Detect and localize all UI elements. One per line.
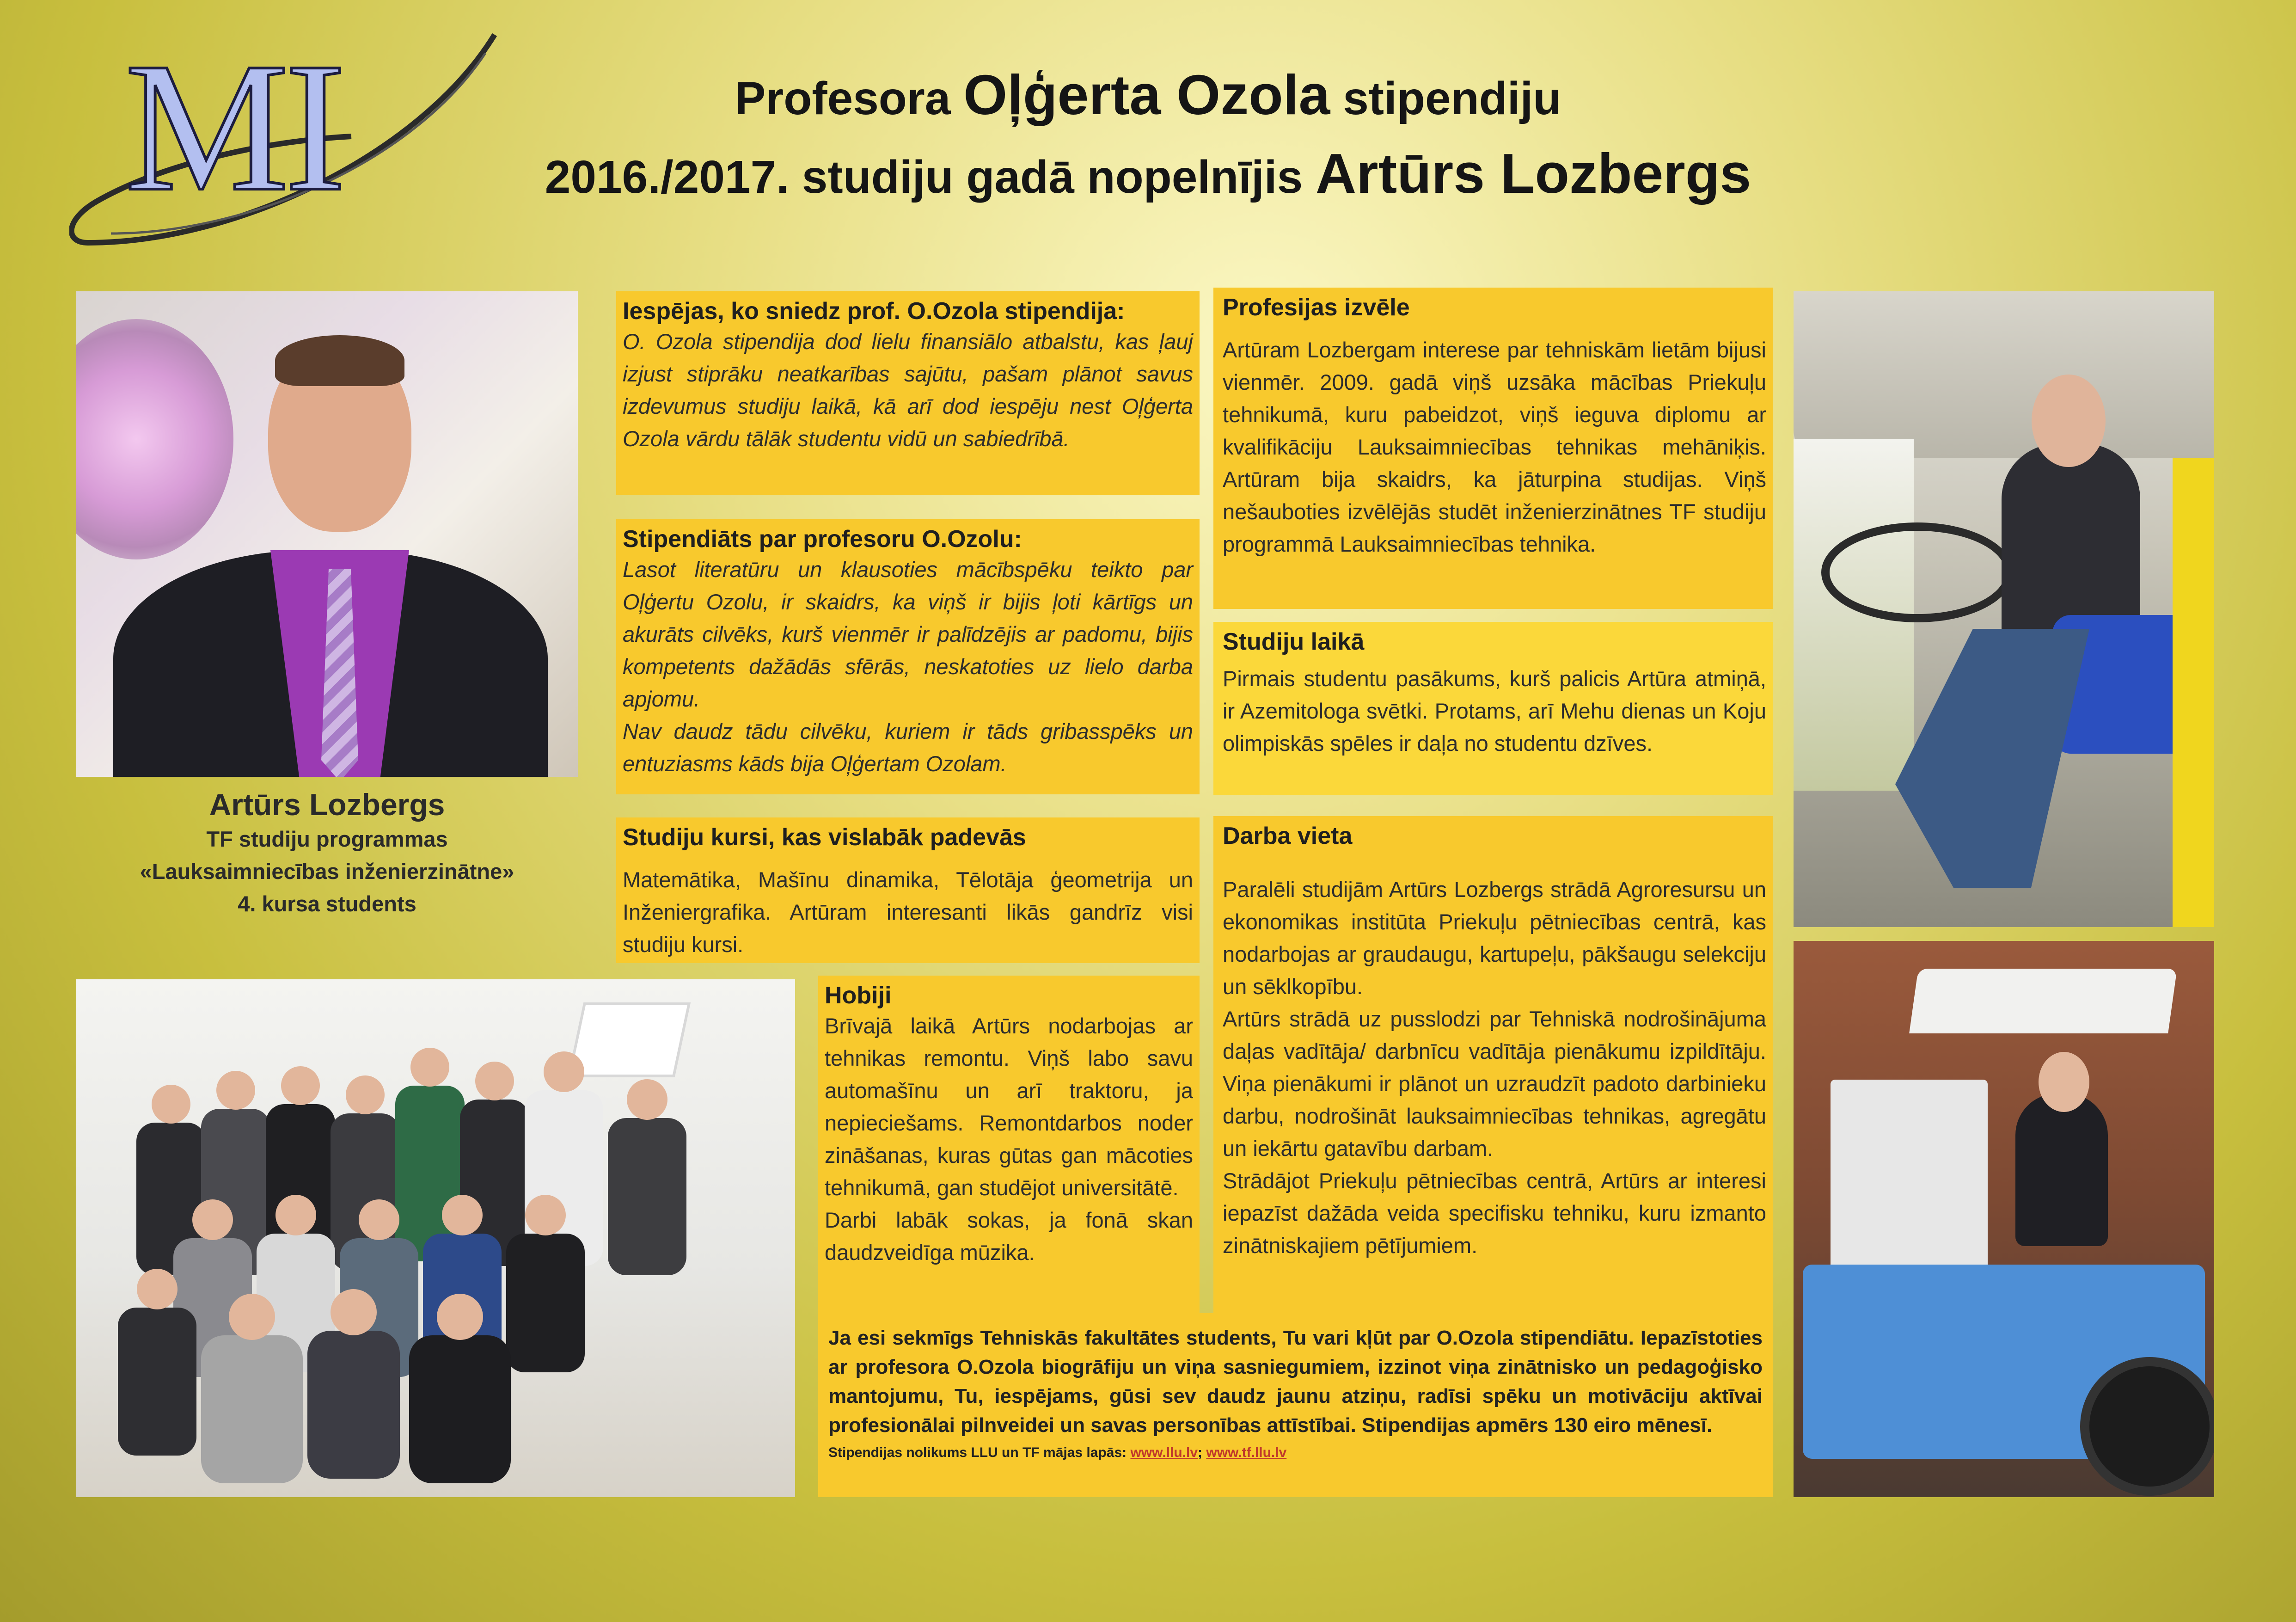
machine-photo <box>1794 941 2214 1497</box>
section-heading: Hobiji <box>825 982 892 1009</box>
section-darba <box>1213 816 1773 1313</box>
tf-llu-link[interactable]: www.tf.llu.lv <box>1206 1445 1287 1460</box>
group-people <box>109 1016 774 1488</box>
person-face <box>2032 375 2106 467</box>
page-title-line-2 <box>0 141 2296 206</box>
footer-text: Ja esi sekmīgs Tehniskās fakultātes students, Tu vari kļūt par O.Ozola stipendiātu. Iepazīstoties ar profesora O.Ozola biogrāfiju un viņa sasniegumiem, izzinot viņa zinātnisko un pedagoģisko mantojumu, Tu, iespējams, gūsi sev daudz jaunu atziņu, radīsi spēku un motivāciju aktīvai profesionālai pilnveidei un savas personības attīstībai. Stipendijas apmērs 130 eiro mēnesī. <box>828 1327 1763 1437</box>
footer-note-sep: ; <box>1198 1445 1206 1460</box>
title-text: Profesora <box>735 73 964 124</box>
steering-wheel <box>1821 522 2014 622</box>
section-body: Darbi labāk sokas, ja fonā skan daudzveidīga mūzika. <box>825 1207 1193 1265</box>
section-heading: Iespējas, ko sniedz prof. O.Ozola stipendija: <box>623 298 1125 325</box>
machine-wheel <box>2080 1357 2214 1496</box>
section-body: Brīvajā laikā Artūrs nodarbojas ar tehnikas remontu. Viņš labo savu automašīnu un arī traktoru, ja nepieciešams. Remontdarbos noder zināšanas, kuras gūtas gan mācoties tehnikumā, gan studējot universitātē. <box>825 1013 1193 1200</box>
portrait-caption <box>76 786 578 920</box>
section-heading: Darba vieta <box>1223 823 1353 849</box>
section-heading: Stipendiāts par profesoru O.Ozolu: <box>623 526 1022 553</box>
section-body: Matemātika, Mašīnu dinamika, Tēlotāja ģeometrija un Inženiergrafika. Artūram interesanti likās gandrīz visi studiju kursi. <box>623 867 1193 957</box>
section-hobiji <box>818 976 1200 1313</box>
person-hair <box>275 335 404 386</box>
section-body: Paralēli studijām Artūrs Lozbergs strādā Agroresursu un ekonomikas institūta Priekuļu pētniecības centrā, kas nodarbojas ar graudaugu, kartupeļu, pākšaugu selekciju un sēklkopību. <box>1223 877 1766 999</box>
section-iespejas <box>616 291 1200 495</box>
section-body: Artūram Lozbergam interese par tehniskām lietām bijusi vienmēr. 2009. gadā viņš uzsāka mācības Priekuļu tehnikumā, kuru pabeidzot, viņš ieguva diplomu ar kvalifikāciju Lauksaimniecības tehnikas mehāniķis. Artūram bija skaidrs, ka jāturpina studijas. Viņš nešauboties izvēlējās studēt inženierzinātnes TF studiju programmā Lauksaimniecības tehnika. <box>1223 337 1766 556</box>
section-studiju-laika <box>1213 622 1773 795</box>
caption-line: 4. kursa students <box>238 891 416 916</box>
flower-decoration <box>76 319 233 559</box>
section-heading: Profesijas izvēle <box>1223 294 1410 321</box>
logo-text: MI <box>125 25 342 229</box>
section-stipendiats <box>616 519 1200 794</box>
group-people-icon <box>109 1016 774 1488</box>
section-kursi <box>616 817 1200 963</box>
section-body: Strādājot Priekuļu pētniecības centrā, Artūrs ar interesi iepazīst dažāda veida specifisku tehniku, kuru izmanto zinātniskajiem pētījumiem. <box>1223 1168 1766 1258</box>
page-title-line-1 <box>0 62 2296 127</box>
group-photo <box>76 979 795 1497</box>
yellow-frame <box>2173 458 2214 927</box>
title-text: stipendiju <box>1330 73 1561 124</box>
title-name: Oļģerta Ozola <box>963 63 1330 126</box>
portrait-photo <box>76 291 578 777</box>
student-name: Artūrs Lozbergs <box>209 787 445 822</box>
combine-cabin-photo <box>1794 291 2214 927</box>
cabin-roof <box>1794 291 2214 458</box>
footer-note <box>828 1443 1763 1463</box>
title-name: Artūrs Lozbergs <box>1316 142 1751 205</box>
section-body: Artūrs strādā uz pusslodzi par Tehniskā nodrošinājuma daļas vadītāja/ darbnīcu vadītāja pienākumu izpildītāju. Viņa pienākumi ir plānot un uzraudzīt padoto darbinieku darbu, nodrošināt lauksaimniecības tehnikas, agregātu un iekārtu gatavību darbam. <box>1223 1006 1766 1161</box>
section-body: Lasot literatūru un klausoties mācībspēku teikto par Oļģertu Ozolu, ir skaidrs, ka viņš ir bijis ļoti kārtīgs un akurāts cilvēks, kurš vienmēr ir palīdzējis ar padomu, bijis kompetents dažādās sfērās, neskatoties uz lielo darba apjomu. <box>623 557 1193 711</box>
section-profesija <box>1213 288 1773 609</box>
person-figure <box>2015 1094 2108 1246</box>
section-body: Nav daudz tādu cilvēku, kuriem ir tāds gribasspēks un entuziasms kāds bija Oļģertam Ozolam. <box>623 719 1193 776</box>
llu-link[interactable]: www.llu.lv <box>1130 1445 1198 1460</box>
caption-line: «Lauksaimniecības inženierzinātne» <box>140 859 514 884</box>
section-body: O. Ozola stipendija dod lielu finansiālo atbalstu, kas ļauj izjust stiprāku neatkarības sajūtu, pašam plānot savus izdevumus studiju laikā, kā arī dod iespēju nest Oļģerta Ozola vārdu tālāk studentu vidū un sabiedrībā. <box>623 329 1193 451</box>
person-legs <box>1895 629 2089 888</box>
section-body: Pirmais studentu pasākums, kurš palicis Artūra atmiņā, ir Azemitologa svētki. Protams, arī Mehu dienas un Koju olimpiskās spēles ir daļa no studentu dzīves. <box>1223 666 1766 756</box>
footer-note-prefix: Stipendijas nolikums LLU un TF mājas lapās: <box>828 1445 1131 1460</box>
title-text: 2016./2017. studiju gadā nopelnījis <box>545 151 1316 203</box>
canopy <box>1909 969 2177 1033</box>
section-heading: Studiju kursi, kas vislabāk padevās <box>623 824 1026 851</box>
person-face <box>2039 1052 2089 1112</box>
section-heading: Studiju laikā <box>1223 628 1365 655</box>
caption-line: TF studiju programmas <box>206 827 448 851</box>
footer-box <box>818 1313 1773 1497</box>
